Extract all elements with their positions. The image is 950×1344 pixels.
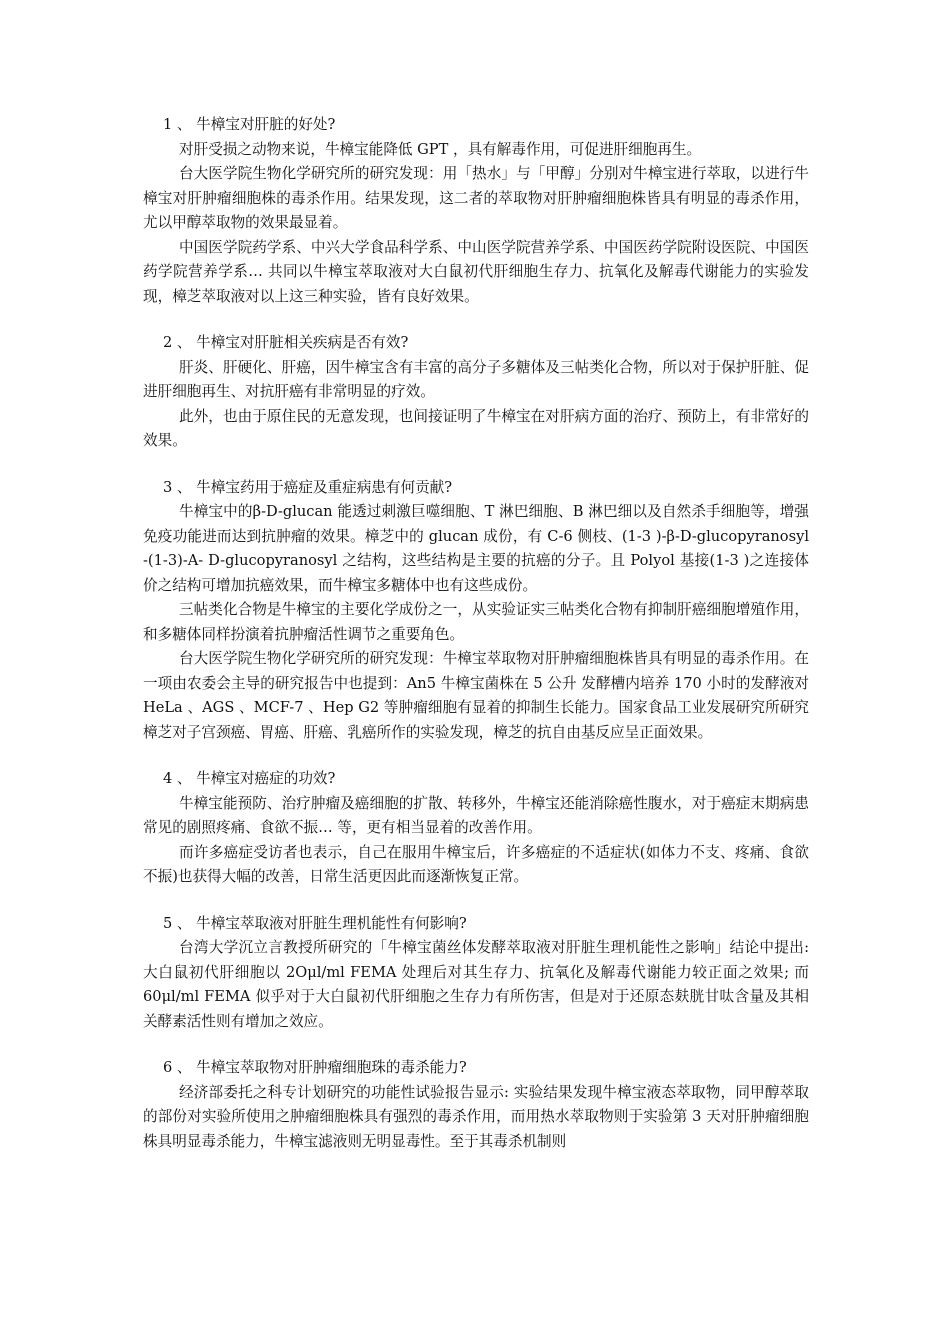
section-heading: 3 、 牛樟宝药用于癌症及重症病患有何贡献? [163,478,453,496]
section-heading: 6 、 牛樟宝萃取物对肝肿瘤细胞珠的毒杀能力? [163,1059,467,1076]
paragraph: 经济部委托之科专计划研究的功能性试验报告显示: 实验结果发现牛樟宝液态萃取物，同甲醇萃取的部份对实验所使用之肿瘤细胞株具有强烈的毒杀作用，而用热水萃取物则于实验第 3 天对肝肿瘤细胞株具明显毒杀能力，牛樟宝滤液则无明显毒性。至于其毒杀机制则 [143,1083,809,1150]
paragraph: 对肝受损之动物来说，牛樟宝能降低 GPT ，具有解毒作用，可促进肝细胞再生。 [179,140,702,158]
paragraph: 此外，也由于原住民的无意发现，也间接证明了牛樟宝在对肝病方面的治疗、预防上，有非常好的效果。 [143,407,809,449]
section-tumor-toxicity [143,1056,809,1154]
paragraph: 肝炎、肝硬化、肝癌，因牛樟宝含有丰富的高分子多糖体及三帖类化合物，所以对于保护肝脏、促进肝细胞再生、对抗肝癌有非常明显的疗效。 [143,358,809,400]
paragraph: 台大医学院生物化学研究所的研究发现：牛樟宝萃取物对肝肿瘤细胞株皆具有明显的毒杀作用。在一项由农委会主导的研究报告中也提到：An5 牛樟宝菌株在 5 公升 发酵槽内培养 170 小时的发酵液对 HeLa 、AGS 、MCF-7 、Hep G2 等肿瘤细胞有显着的抑制生长能力。国家食品工业发展研究所研究樟芝对子宫颈癌、胃癌、肝癌、乳癌所作的实验发现，樟芝的抗自由基反应呈正面效果。 [143,650,809,741]
section-heading: 1 、 牛樟宝对肝脏的好处? [163,116,336,133]
paragraph: 台大医学院生物化学研究所的研究发现：用「热水」与「甲醇」分别对牛樟宝进行萃取，以进行牛樟宝对肝肿瘤细胞株的毒杀作用。结果发现，这二者的萃取物对肝肿瘤细胞株皆具有明显的毒杀作用，尤以甲醇萃取物的效果最显着。 [143,165,809,231]
section-liver-benefits [143,113,809,309]
paragraph: 中国医学院药学系、中兴大学食品科学系、中山医学院营养学系、中国医药学院附设医院、中国医药学院营养学系… 共同以牛樟宝萃取液对大白鼠初代肝细胞生存力、抗氧化及解毒代谢能力的实验发现，樟芝萃取液对以上这三种实验，皆有良好效果。 [143,238,809,305]
paragraph: 三帖类化合物是牛樟宝的主要化学成份之一，从实验证实三帖类化合物有抑制肝癌细胞增殖作用，和多糖体同样扮演着抗肿瘤活性调节之重要角色。 [143,601,809,643]
section-liver-physiology [143,912,809,1035]
paragraph: 牛樟宝能预防、治疗肿瘤及癌细胞的扩散、转移外，牛樟宝还能消除癌性腹水，对于癌症末期病患常见的剧照疼痛、食欲不振… 等，更有相当显着的改善作用。 [143,794,809,836]
paragraph: 台湾大学沉立言教授所研究的「牛樟宝菌丝体发酵萃取液对肝脏生理机能性之影响」结论中提出: 大白鼠初代肝细胞以 2Oμl/ml FEMA 处理后对其生存力、抗氧化及解毒代谢能力较正面之效果; 而 60μl/ml FEMA 似乎对于大白鼠初代肝细胞之生存力有所伤害，但是对于还原态麸胱甘呔含量及其相关酵素活性则有增加之效应。 [143,939,809,1030]
paragraph: 而许多癌症受访者也表示，自己在服用牛樟宝后，许多癌症的不适症状(如体力不支、疼痛、食欲不振)也获得大幅的改善，日常生活更因此而逐渐恢复正常。 [143,843,809,885]
document-page [143,113,809,1176]
section-cancer-contribution [143,476,809,746]
section-heading: 2 、 牛樟宝对肝脏相关疾病是否有效? [163,334,409,351]
section-cancer-efficacy [143,767,809,890]
section-heading: 4 、 牛樟宝对癌症的功效? [163,770,336,787]
section-heading: 5 、 牛樟宝萃取液对肝脏生理机能性有何影响? [163,914,467,932]
section-liver-diseases [143,331,809,454]
paragraph: 牛樟宝中的β-D-glucan 能透过刺激巨噬细胞、T 淋巴细胞、B 淋巴细以及自然杀手细胞等，增强免疫功能进而达到抗肿瘤的效果。樟芝中的 glucan 成份，有 C-6 侧枝、(1-3 )-β-D-glucopyranosyl -(1-3)-A- D-glucopyranosyl 之结构，这些结构是主要的抗癌的分子。且 Polyol 基接(1-3 )之连接体价之结构可增加抗癌效果，而牛樟宝多糖体中也有这些成份。 [143,503,809,594]
